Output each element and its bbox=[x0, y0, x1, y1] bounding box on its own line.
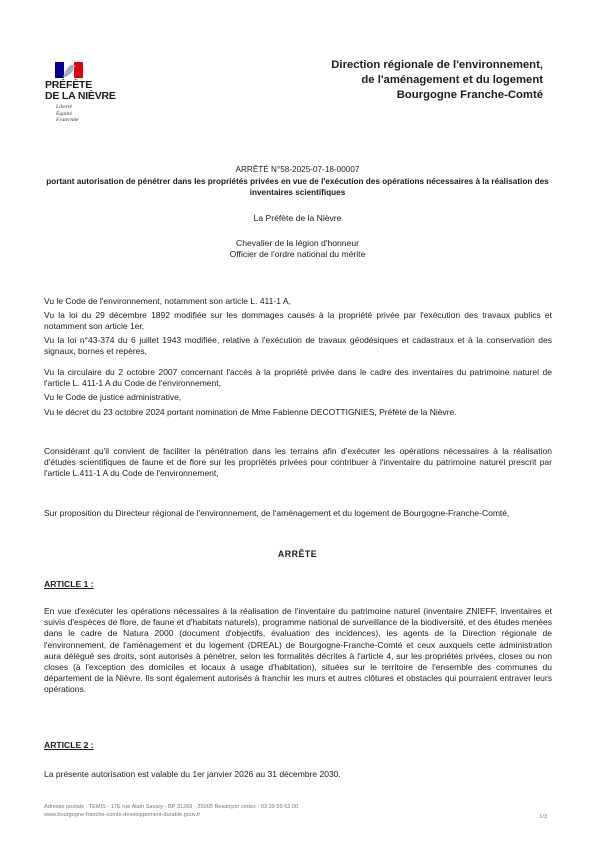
direction-line3: Bourgogne Franche-Comté bbox=[396, 89, 543, 101]
authority: La Préfète de la Nièvre bbox=[253, 213, 342, 223]
footer-address: Adresse postale : TEMIS - 17E rue Alain Savary - BP 31269 - 25005 Besançon cedex - 03 39 59 62 00 bbox=[44, 804, 299, 810]
prefecture-name-line1: PRÉFÈTE bbox=[45, 79, 93, 91]
prefecture-name bbox=[45, 80, 116, 102]
motto-egalite: Égalité bbox=[56, 110, 72, 117]
visa-6: Vu le décret du 23 octobre 2024 portant nomination de Mme Fabienne DECOTTIGNIES, Préfète de la Nièvre. bbox=[44, 407, 457, 417]
page-number: 1/3 bbox=[539, 814, 547, 820]
article-2-heading: ARTICLE 2 : bbox=[44, 740, 94, 750]
arrete-subject: portant autorisation de pénétrer dans les propriétés privées en vue de l'exécution des opérations nécessaires à la réalisation des inventaires scientifiques bbox=[46, 177, 549, 197]
prefecture-name-line2: DE LA NIÈVRE bbox=[45, 90, 116, 102]
direction-line2: de l'aménagement et du logement bbox=[361, 74, 543, 86]
article-1-text: En vue d'exécuter les opérations nécessaires à la réalisation de l'inventaire du patrimoine naturel (inventaire ZNIEFF, inventaires et suivis d'espèces de flore, de faune et d'habitats naturels), programme national de surveillance de la biodiversité, et des études menées dans le cadre de Natura 2000 (document d'objectifs, évaluation des incidences), les agents de la Direction régionale de l'environnement, de l'aménagement et du logement (DREAL) de Bourgogne-Franche-Comté et ceux auxquels cette administration aura délégué ses droits, sont autorisés à pénétrer, selon les formalités décrites à l'article 4, sur les propriétés privées, closes ou non closes (à l'exception des domiciles et locaux à usage d'habitation), situées sur le territoire de l'ensemble des communes du département de la Nièvre. Ils sont également autorisés à franchir les murs et autres clôtures et obstacles qui pourraient entraver leurs opérations. bbox=[44, 606, 552, 695]
marianne-logo-icon bbox=[55, 62, 83, 78]
direction-block bbox=[213, 58, 543, 103]
visa-2: Vu la loi du 29 décembre 1892 modifiée sur les dommages causés à la propriété privée par l'exécution des travaux publics et notamment son article 1er, bbox=[44, 310, 552, 332]
article-2-text: La présente autorisation est valable du 1er janvier 2026 au 31 décembre 2030. bbox=[44, 769, 341, 779]
honor-line-2: Officier de l'ordre national du mérite bbox=[229, 249, 366, 259]
republic-motto bbox=[56, 104, 79, 124]
footer-website: www.bourgogne-franche-comte.developpement-durable.gouv.fr bbox=[44, 812, 201, 818]
visa-3: Vu la loi n°43-374 du 6 juillet 1943 modifiée, relative à l'exécution de travaux géodésiques et cadastraux et à la conservation des signaux, bornes et repères, bbox=[44, 335, 552, 357]
proposition: Sur proposition du Directeur régional de l'environnement, de l'aménagement et du logement de Bourgogne-Franche-Comté, bbox=[44, 508, 510, 518]
arrete-heading: ARRÊTE bbox=[277, 549, 318, 559]
motto-liberte: Liberté bbox=[56, 104, 72, 110]
visa-1: Vu le Code de l'environnement, notamment son article L. 411-1 A, bbox=[44, 296, 291, 306]
visa-5: Vu le Code de justice administrative, bbox=[44, 392, 182, 402]
considerant: Considérant qu'il convient de faciliter la pénétration dans les terrains afin d'exécuter les opérations nécessaires à la réalisation d'études scientifiques de faune et de flore sur les propriétés privées pour contribuer à l'inventaire du patrimoine naturel prescrit par l'article L.411-1 A du Code de l'environnement, bbox=[44, 446, 552, 479]
article-1-heading: ARTICLE 1 : bbox=[44, 579, 94, 589]
honor-line-1: Chevalier de la légion d'honneur bbox=[236, 238, 359, 248]
motto-fraternite: Fraternité bbox=[56, 117, 79, 123]
visa-4: Vu la circulaire du 2 octobre 2007 concernant l'accès à la propriété privée dans le cadre des inventaires du patrimoine naturel de l'article L. 411-1 A du Code de l'environnement, bbox=[44, 367, 552, 389]
arrete-number: ARRÊTÉ N°58-2025-07-18-00007 bbox=[235, 165, 360, 174]
direction-line1: Direction régionale de l'environnement, bbox=[331, 59, 543, 71]
